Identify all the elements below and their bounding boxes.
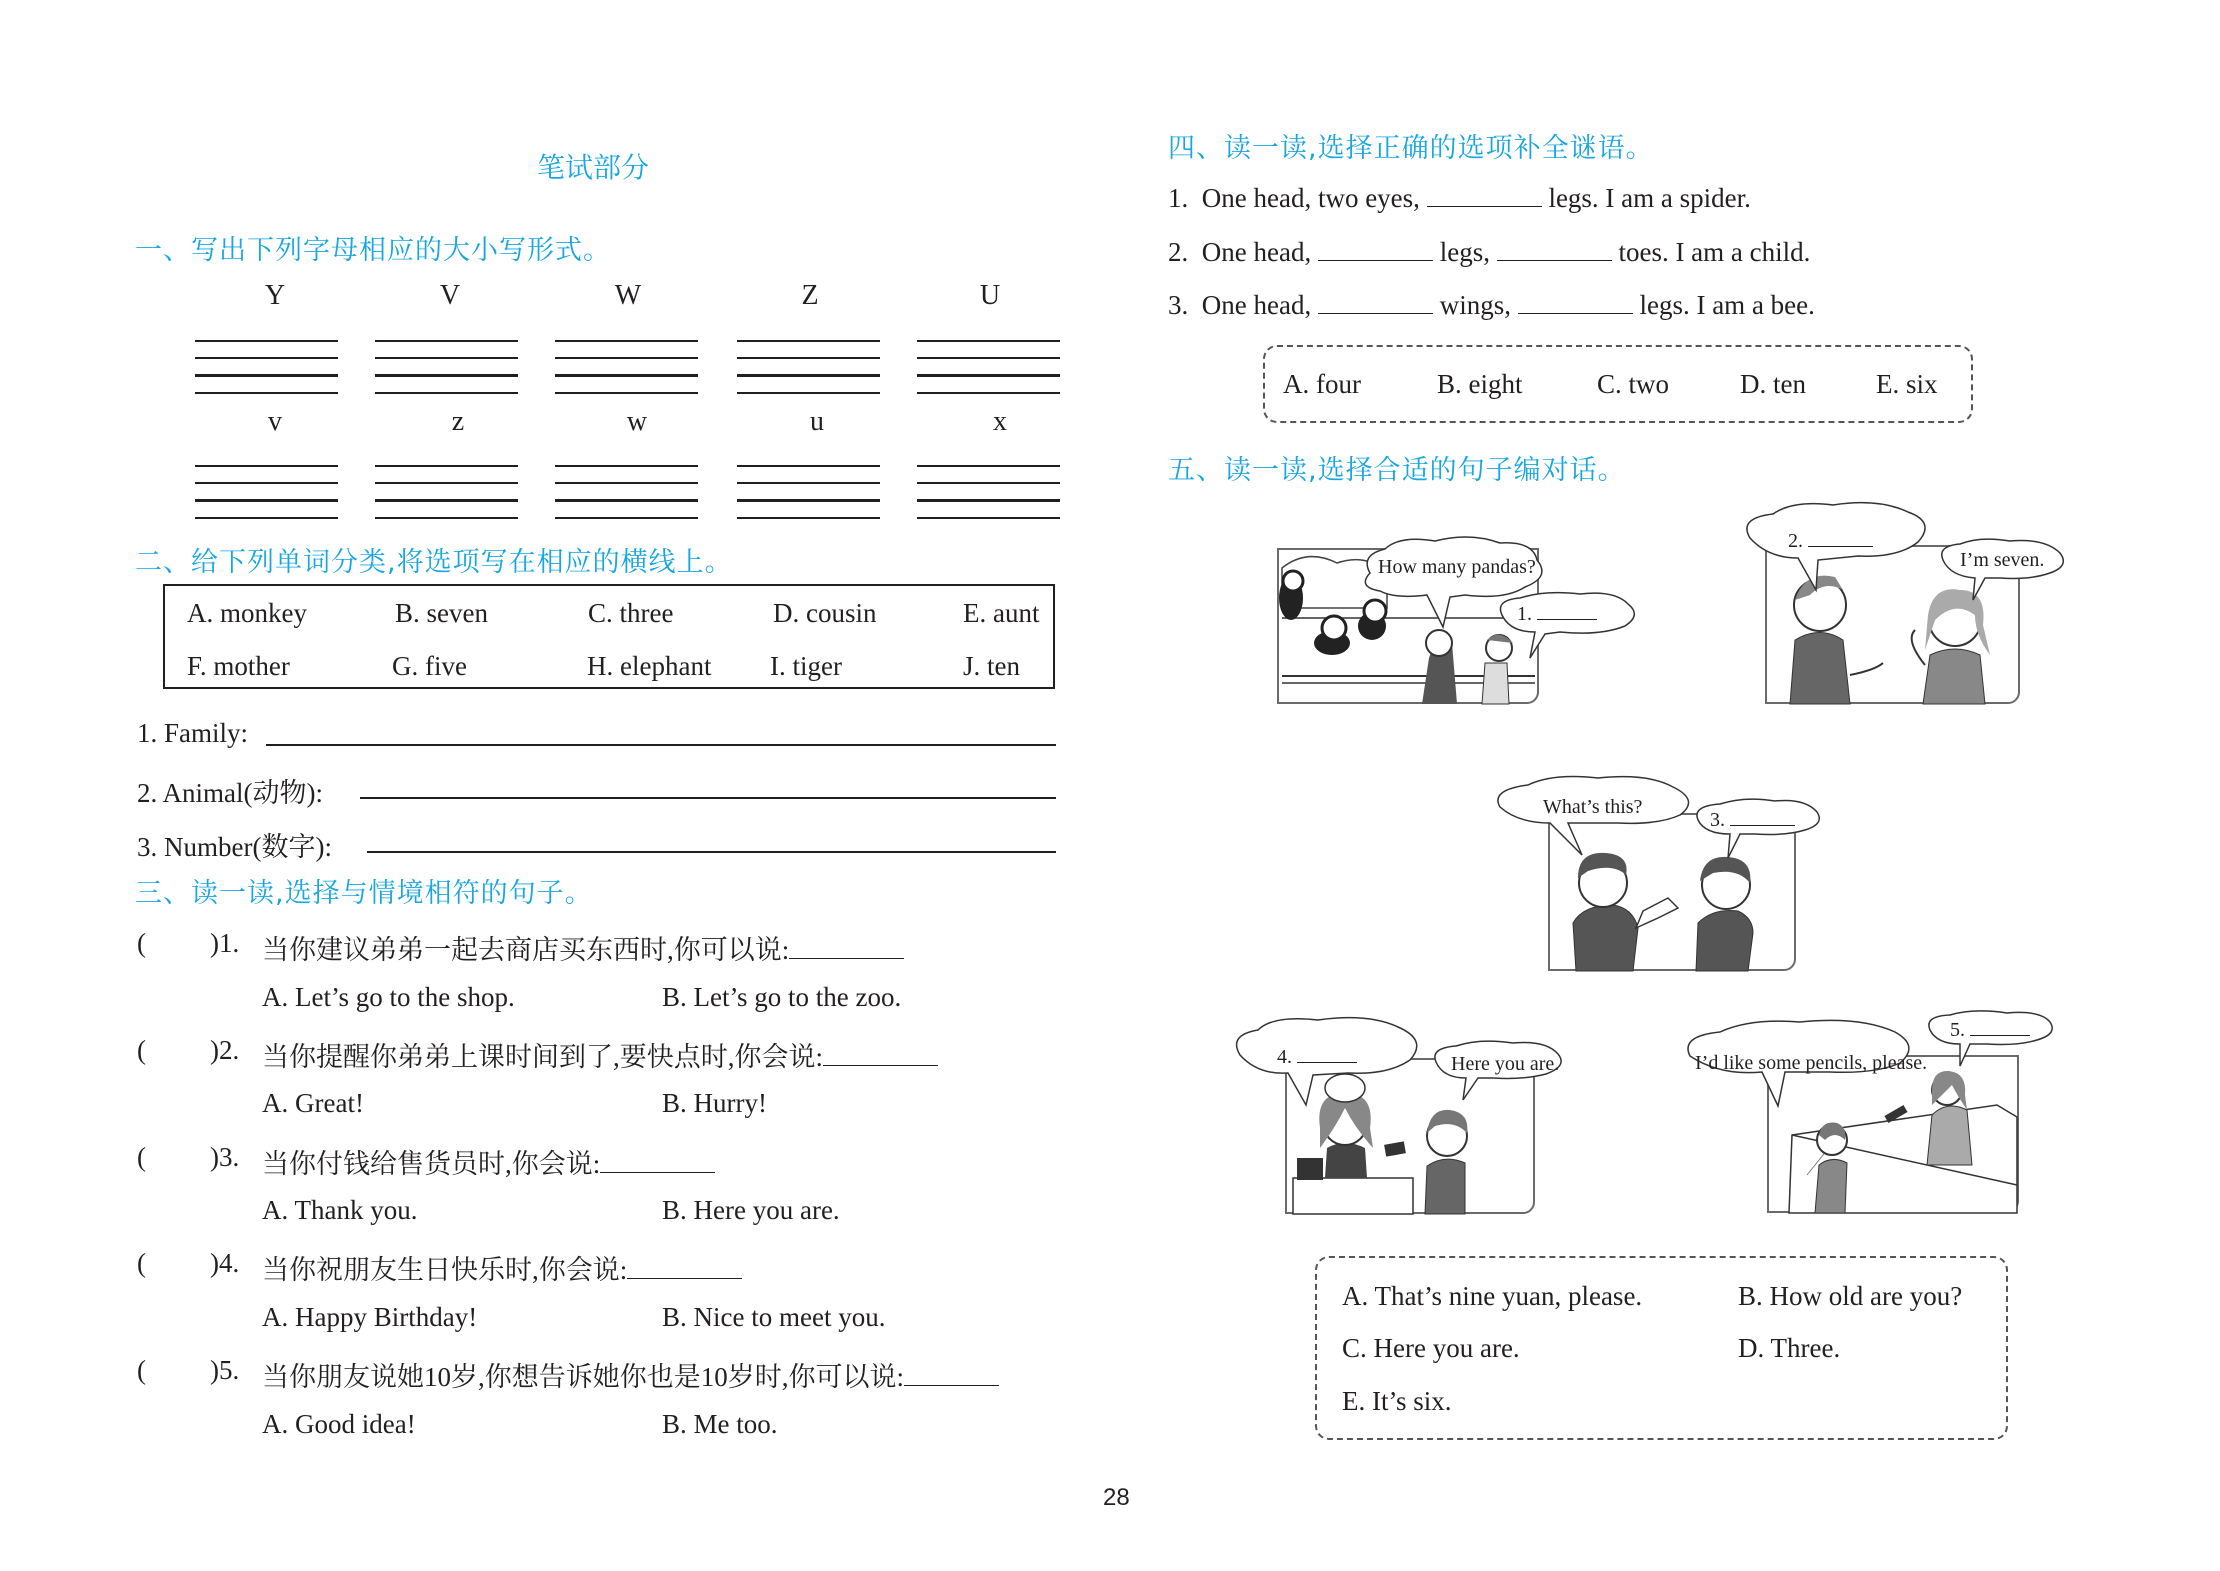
bubble-blank[interactable] — [1808, 545, 1873, 547]
dialogue-option: E. It’s six. — [1342, 1386, 1452, 1416]
riddle-option: D. ten — [1740, 369, 1806, 399]
letter-lower: w — [626, 406, 648, 437]
letter-upper: Y — [264, 280, 286, 311]
prompt-text: 当你朋友说她10岁,你想告诉她你也是10岁时,你可以说: — [262, 1362, 905, 1392]
word-option: C. three — [588, 598, 674, 628]
four-line-writing-grid[interactable] — [195, 340, 338, 394]
answer-line-number[interactable] — [367, 851, 1056, 853]
prompt-text: 当你祝朋友生日快乐时,你会说: — [262, 1255, 628, 1285]
category-label: 3. Number(数字): — [137, 832, 332, 862]
section2-heading: 二、给下列单词分类,将选项写在相应的横线上。 — [135, 547, 733, 578]
bubble-number: 4. — [1277, 1046, 1292, 1068]
word-option: D. cousin — [773, 598, 877, 628]
answer-blank[interactable] — [627, 1277, 742, 1279]
riddle-text: One head, two eyes, — [1201, 183, 1420, 213]
answer-line-animal[interactable] — [360, 797, 1056, 799]
word-option: J. ten — [963, 651, 1020, 681]
speech-bubble — [1490, 590, 1640, 665]
question-prompt — [262, 1248, 742, 1287]
bubble-blank[interactable] — [1970, 1034, 2030, 1036]
word-option: F. mother — [187, 651, 290, 681]
answer-paren-open[interactable]: ( — [137, 1355, 146, 1385]
letter-upper: V — [439, 280, 461, 311]
letter-lower: x — [993, 406, 1007, 437]
four-line-writing-grid[interactable] — [375, 340, 518, 394]
dialogue-option: A. That’s nine yuan, please. — [1342, 1281, 1643, 1311]
section3-heading: 三、读一读,选择与情境相符的句子。 — [135, 878, 593, 909]
riddle-1 — [1168, 183, 1751, 214]
section5-heading: 五、读一读,选择合适的句子编对话。 — [1168, 455, 1626, 486]
riddle-text: wings, — [1439, 290, 1511, 320]
word-option: B. seven — [395, 598, 488, 628]
four-line-writing-grid[interactable] — [375, 465, 518, 519]
bubble-answer-slot[interactable] — [1517, 603, 1597, 626]
word-option: G. five — [392, 651, 467, 681]
answer-blank[interactable] — [600, 1171, 715, 1173]
letter-upper: W — [614, 280, 642, 311]
letter-upper: U — [979, 280, 1001, 311]
riddle-2 — [1168, 237, 1810, 268]
four-line-writing-grid[interactable] — [555, 340, 698, 394]
letter-lower: u — [810, 406, 824, 437]
prompt-text: 当你付钱给售货员时,你会说: — [262, 1149, 601, 1179]
question-prompt — [262, 1142, 715, 1181]
four-line-writing-grid[interactable] — [917, 465, 1060, 519]
letter-lower: z — [451, 406, 465, 437]
section4-heading: 四、读一读,选择正确的选项补全谜语。 — [1168, 133, 1654, 164]
bubble-text: I’d like some pencils, please. — [1695, 1052, 1928, 1074]
riddle-text: legs. I am a bee. — [1639, 290, 1815, 320]
option-a[interactable]: A. Thank you. — [262, 1195, 418, 1225]
answer-blank[interactable] — [789, 957, 904, 959]
bubble-answer-slot[interactable] — [1277, 1046, 1357, 1069]
question-number: )3. — [210, 1142, 240, 1172]
option-b[interactable]: B. Me too. — [662, 1409, 778, 1439]
answer-blank[interactable] — [823, 1064, 938, 1066]
bubble-number: 2. — [1788, 530, 1803, 552]
category-label: 1. Family: — [137, 718, 249, 748]
question-prompt — [262, 1035, 938, 1074]
riddle-text: legs, — [1439, 237, 1490, 267]
riddle-number: 3. — [1168, 290, 1189, 320]
option-b[interactable]: B. Let’s go to the zoo. — [662, 982, 902, 1012]
letter-lower: v — [268, 406, 282, 437]
bubble-number: 1. — [1517, 603, 1532, 625]
riddle-blank[interactable] — [1497, 259, 1612, 261]
prompt-text: 当你建议弟弟一起去商店买东西时,你可以说: — [262, 935, 790, 965]
bubble-blank[interactable] — [1297, 1061, 1357, 1063]
answer-paren-open[interactable]: ( — [137, 1035, 146, 1065]
riddle-blank[interactable] — [1518, 312, 1633, 314]
question-number: )4. — [210, 1248, 240, 1278]
riddle-text: toes. I am a child. — [1618, 237, 1811, 267]
bubble-text-question: How many pandas? — [1378, 556, 1536, 578]
bubble-blank[interactable] — [1537, 618, 1597, 620]
four-line-writing-grid[interactable] — [737, 340, 880, 394]
bubble-text: I’m seven. — [1960, 549, 2045, 571]
question-prompt — [262, 928, 904, 967]
option-a[interactable]: A. Good idea! — [262, 1409, 416, 1439]
bubble-number: 5. — [1950, 1019, 1965, 1041]
option-a[interactable]: A. Great! — [262, 1088, 364, 1118]
option-b[interactable]: B. Nice to meet you. — [662, 1302, 886, 1332]
page-title: 笔试部分 — [536, 151, 649, 184]
page-number: 28 — [1103, 1484, 1130, 1511]
answer-paren-open[interactable]: ( — [137, 928, 146, 958]
riddle-option: B. eight — [1437, 369, 1523, 399]
word-option: H. elephant — [587, 651, 712, 681]
riddle-text: One head, — [1201, 290, 1312, 320]
answer-blank[interactable] — [904, 1384, 999, 1386]
four-line-writing-grid[interactable] — [917, 340, 1060, 394]
bubble-text: Here you are. — [1451, 1053, 1560, 1075]
riddle-text: One head, — [1201, 237, 1312, 267]
bubble-number: 3. — [1710, 809, 1725, 831]
riddle-blank[interactable] — [1318, 312, 1433, 314]
question-number: )5. — [210, 1355, 240, 1385]
dialogue-option: D. Three. — [1738, 1333, 1841, 1363]
option-a[interactable]: A. Happy Birthday! — [262, 1302, 478, 1332]
answer-paren-open[interactable]: ( — [137, 1248, 146, 1278]
option-a[interactable]: A. Let’s go to the shop. — [262, 982, 515, 1012]
word-option: I. tiger — [770, 651, 842, 681]
question-number: )1. — [210, 928, 240, 958]
bubble-answer-slot[interactable] — [1950, 1019, 2030, 1042]
riddle-number: 1. — [1168, 183, 1189, 213]
word-option: E. aunt — [963, 598, 1040, 628]
four-line-writing-grid[interactable] — [555, 465, 698, 519]
bubble-text-question: What’s this? — [1543, 796, 1643, 818]
riddle-number: 2. — [1168, 237, 1189, 267]
riddle-text: legs. I am a spider. — [1548, 183, 1751, 213]
word-option: A. monkey — [187, 598, 307, 628]
dialogue-option: B. How old are you? — [1738, 1281, 1963, 1311]
riddle-3 — [1168, 290, 1815, 321]
riddle-option: C. two — [1597, 369, 1670, 399]
riddle-blank[interactable] — [1318, 259, 1433, 261]
four-line-writing-grid[interactable] — [195, 465, 338, 519]
question-number: )2. — [210, 1035, 240, 1065]
riddle-blank[interactable] — [1427, 205, 1542, 207]
section1-heading: 一、写出下列字母相应的大小写形式。 — [135, 235, 611, 266]
dialogue-option: C. Here you are. — [1342, 1333, 1520, 1363]
letter-upper: Z — [801, 280, 819, 311]
option-b[interactable]: B. Here you are. — [662, 1195, 840, 1225]
bubble-answer-slot[interactable] — [1710, 809, 1795, 832]
bubble-blank[interactable] — [1730, 824, 1795, 826]
question-prompt — [262, 1355, 999, 1394]
answer-line-family[interactable] — [266, 744, 1056, 746]
riddle-option: E. six — [1876, 369, 1938, 399]
option-b[interactable]: B. Hurry! — [662, 1088, 767, 1118]
riddle-option: A. four — [1283, 369, 1361, 399]
category-label: 2. Animal(动物): — [137, 778, 323, 808]
prompt-text: 当你提醒你弟弟上课时间到了,要快点时,你会说: — [262, 1042, 824, 1072]
bubble-answer-slot[interactable] — [1788, 530, 1873, 553]
answer-paren-open[interactable]: ( — [137, 1142, 146, 1172]
four-line-writing-grid[interactable] — [737, 465, 880, 519]
